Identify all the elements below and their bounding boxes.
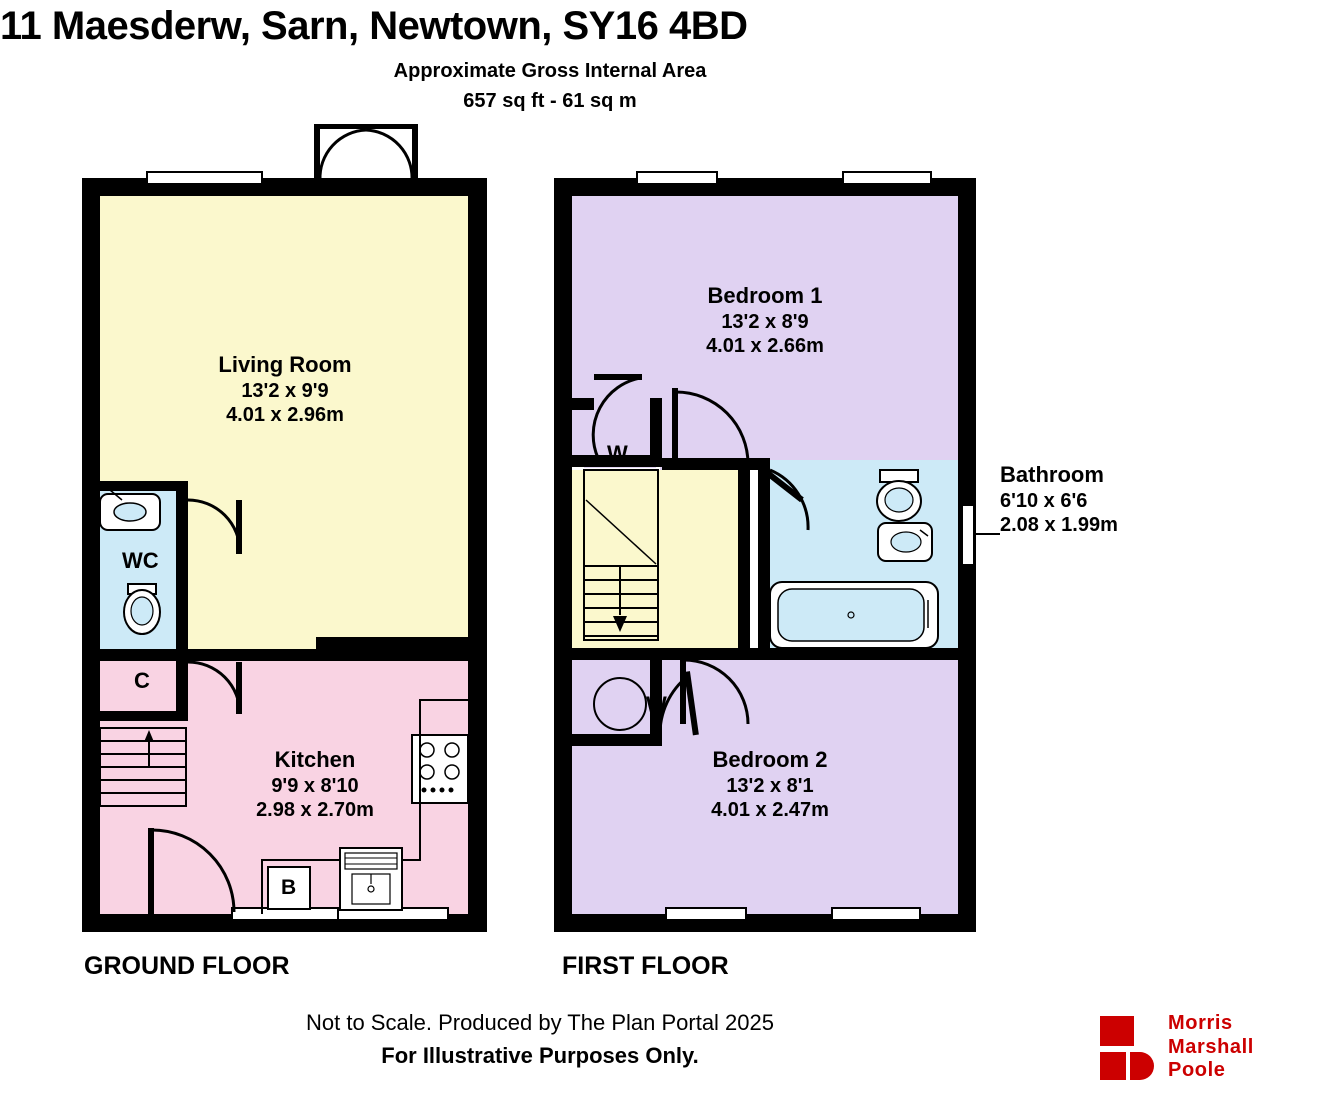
cupboard-label: C bbox=[134, 668, 150, 693]
wc-toilet bbox=[124, 584, 160, 634]
bedroom2-label bbox=[620, 747, 920, 823]
living-kitchen-divider bbox=[100, 649, 470, 661]
bathroom-label bbox=[1000, 462, 1172, 538]
bathroom-basin bbox=[878, 523, 932, 561]
boiler-label: B bbox=[281, 876, 297, 899]
kitchen-label bbox=[165, 747, 465, 823]
wardrobe1-wall-side bbox=[650, 398, 662, 467]
kitchen-sink bbox=[340, 848, 402, 910]
living-room-imperial: 13'2 x 9'9 bbox=[241, 379, 329, 402]
first-floor-caption: FIRST FLOOR bbox=[562, 952, 729, 980]
page-title: 11 Maesderw, Sarn, Newtown, SY16 4BD bbox=[0, 4, 748, 48]
bathroom-window bbox=[962, 505, 974, 565]
kitchen-name: Kitchen bbox=[274, 747, 356, 772]
ground-window-front bbox=[147, 172, 262, 184]
cupboard-wall-bottom bbox=[100, 711, 188, 721]
bathroom-imperial: 6'10 x 6'6 bbox=[1000, 489, 1088, 512]
wc-basin bbox=[100, 490, 160, 530]
bathroom-toilet bbox=[877, 470, 921, 521]
cupboard-wall-vertical bbox=[176, 655, 188, 717]
landing-wall-right bbox=[738, 460, 750, 660]
living-kitchen-step2 bbox=[316, 637, 470, 649]
wardrobe1-label: W bbox=[607, 441, 628, 466]
bedroom1-name: Bedroom 1 bbox=[707, 283, 823, 308]
kitchen-metric: 2.98 x 2.70m bbox=[256, 799, 374, 822]
bedroom2-name: Bedroom 2 bbox=[712, 747, 828, 772]
logo-line-1: Morris bbox=[1168, 1012, 1233, 1034]
first-window-rear-right bbox=[832, 908, 920, 920]
logo-mark-icon bbox=[1098, 1014, 1160, 1082]
bedroom2-imperial: 13'2 x 8'1 bbox=[726, 774, 814, 797]
living-room-metric: 4.01 x 2.96m bbox=[226, 404, 344, 427]
first-window-front-right bbox=[843, 172, 931, 184]
area-caption: Approximate Gross Internal Area bbox=[393, 60, 707, 82]
area-value: 657 sq ft - 61 sq m bbox=[463, 90, 637, 112]
wc-label: WC bbox=[122, 548, 159, 573]
bathroom-metric: 2.08 x 1.99m bbox=[1000, 514, 1118, 537]
bathroom-wall-bottom bbox=[758, 648, 958, 660]
bedroom1-label bbox=[615, 283, 915, 359]
bedroom2-metric: 4.01 x 2.47m bbox=[711, 799, 829, 822]
footer-line-2: For Illustrative Purposes Only. bbox=[381, 1043, 699, 1068]
living-room-label bbox=[135, 352, 435, 428]
first-window-rear-left bbox=[666, 908, 746, 920]
ground-floor-caption: GROUND FLOOR bbox=[84, 952, 290, 980]
first-window-front-left bbox=[637, 172, 717, 184]
bathroom-bath bbox=[770, 582, 938, 648]
living-room-name: Living Room bbox=[218, 352, 352, 377]
bathroom-wall-left bbox=[758, 458, 770, 660]
agent-logo bbox=[1098, 1012, 1308, 1082]
wardrobe2-wall-bottom bbox=[572, 734, 662, 746]
bedroom1-imperial: 13'2 x 8'9 bbox=[721, 310, 809, 333]
landing-wall-bottom bbox=[572, 648, 758, 660]
landing-wall-top bbox=[662, 458, 770, 470]
logo-line-2: Marshall bbox=[1168, 1035, 1254, 1058]
wc-wall-top bbox=[100, 481, 188, 491]
footer-line-1: Not to Scale. Produced by The Plan Portal 2025 bbox=[306, 1010, 774, 1035]
wc-wall-vertical bbox=[176, 487, 188, 657]
bathroom-name: Bathroom bbox=[1000, 462, 1104, 487]
bedroom1-metric: 4.01 x 2.66m bbox=[706, 335, 824, 358]
logo-line-3: Poole bbox=[1168, 1059, 1226, 1082]
wardrobe1-wall-stub bbox=[572, 398, 594, 410]
kitchen-imperial: 9'9 x 8'10 bbox=[271, 774, 359, 797]
front-door bbox=[314, 124, 418, 180]
wardrobe2-label: W bbox=[646, 692, 667, 717]
